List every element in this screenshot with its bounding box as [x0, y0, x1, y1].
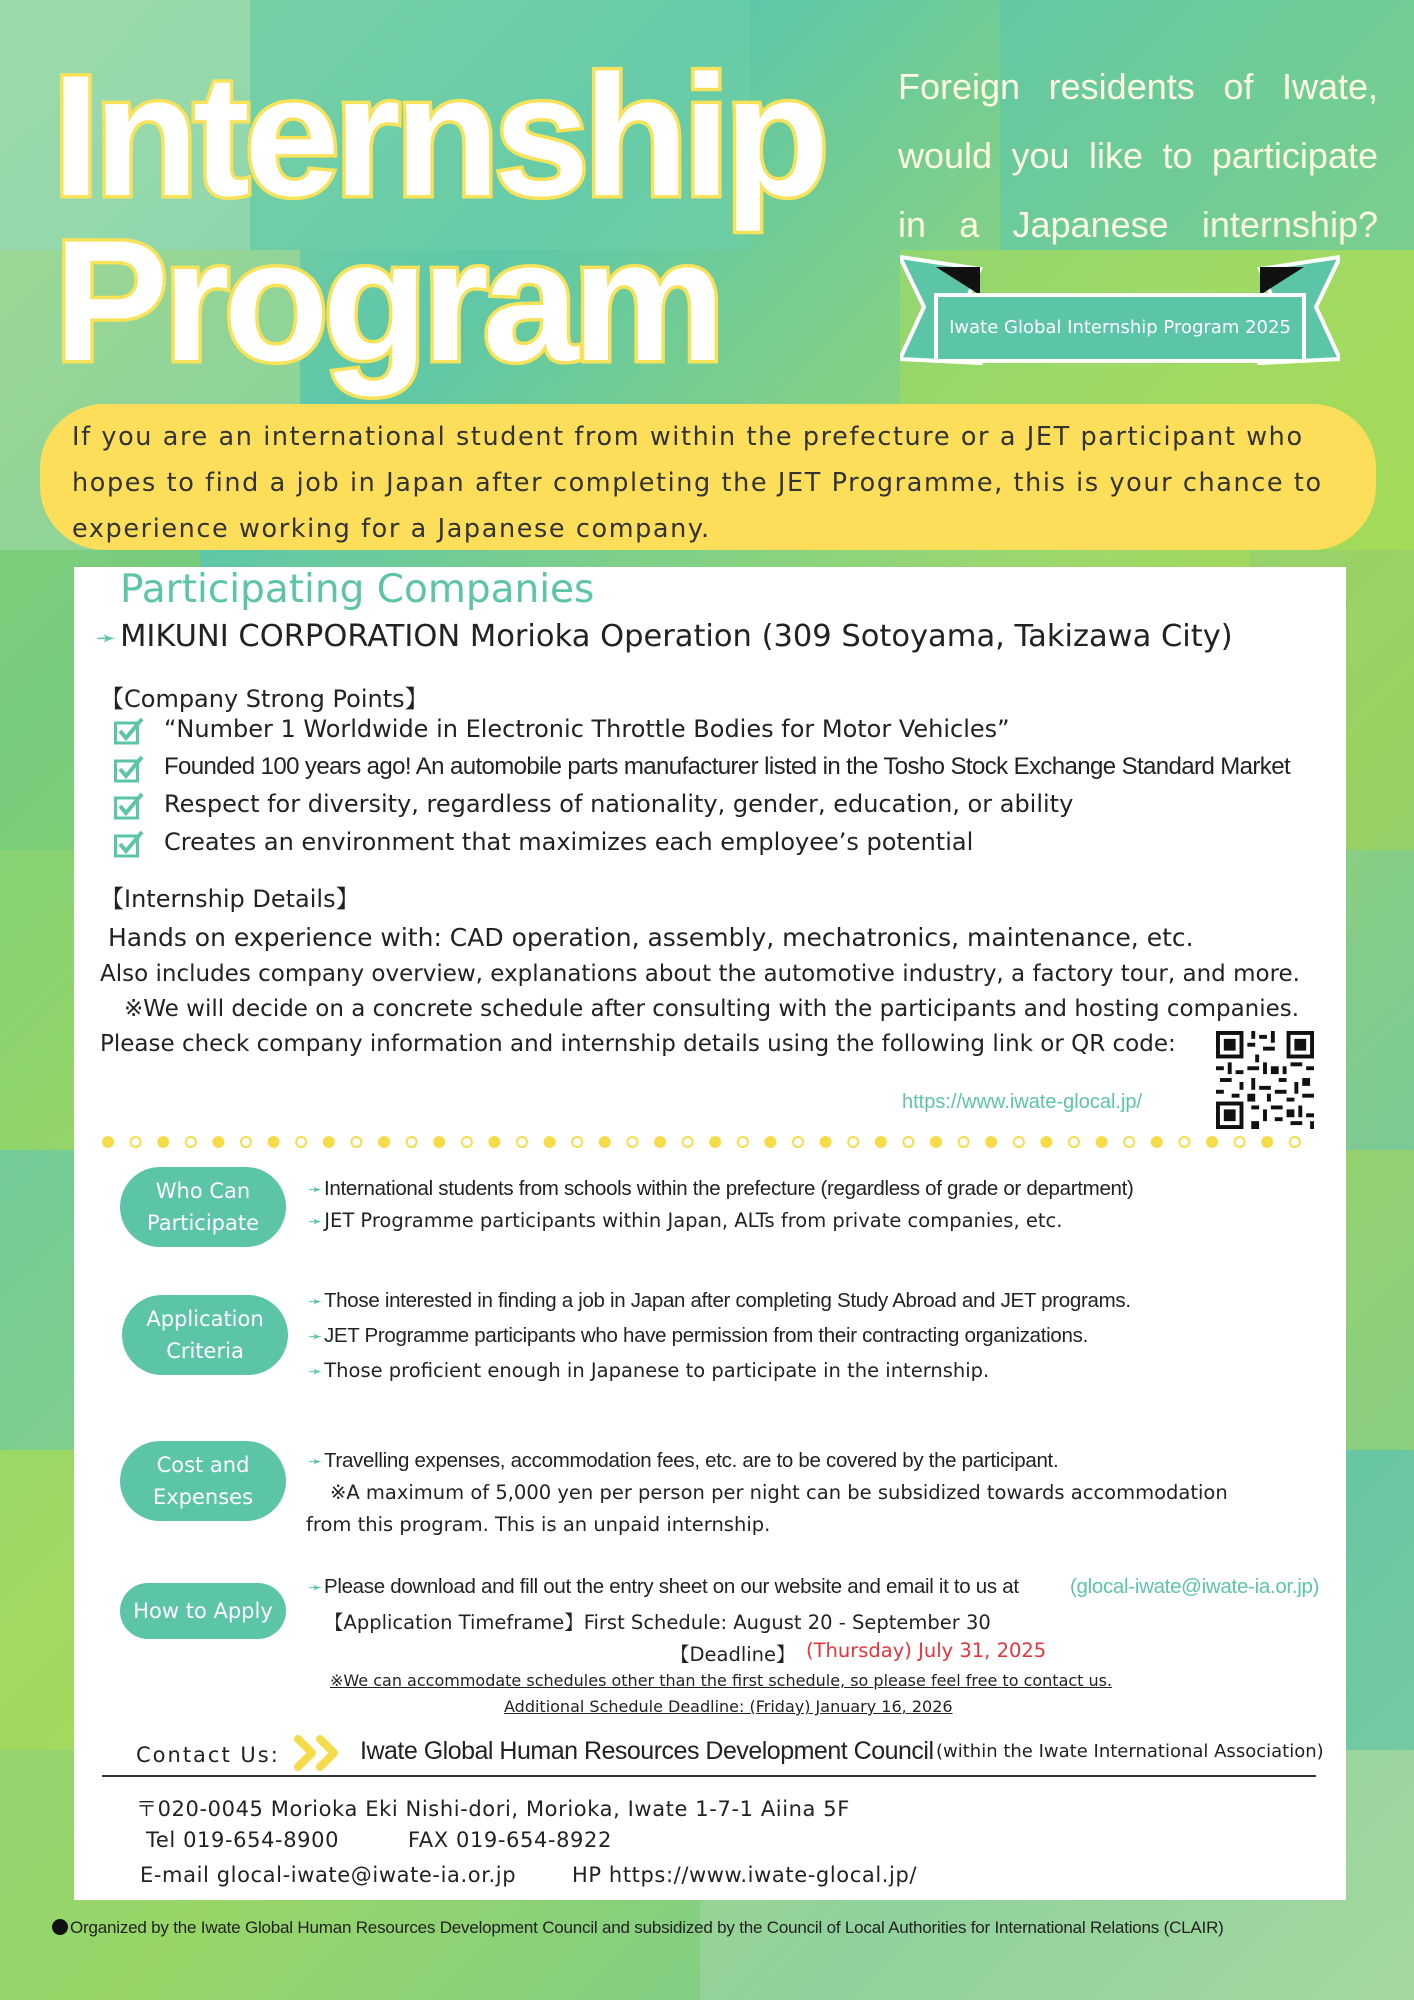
strong-point-text: Respect for diversity, regardless of nationality, gender, education, or ability — [164, 790, 1074, 818]
divider-dot — [186, 1137, 196, 1147]
strong-point-text: “Number 1 Worldwide in Electronic Throttle Bodies for Motor Vehicles” — [164, 715, 1010, 743]
detail-line: ※We will decide on a concrete schedule after consulting with the participants and hosting companies. — [124, 996, 1300, 1022]
check-icon — [114, 755, 144, 783]
divider-dot — [821, 1137, 831, 1147]
list-item: ➛JET Programme participants who have permission from their contracting organizations. — [308, 1324, 1088, 1347]
program-ribbon — [900, 255, 1340, 370]
arrow-icon: ➛ — [308, 1292, 322, 1311]
divider-dot — [931, 1137, 941, 1147]
divider-dot — [131, 1137, 141, 1147]
footer: Organized by the Iwate Global Human Resources Development Council and subsidized by the Council of Local Authorities for International Relations (CLAIR) — [52, 1918, 1224, 1938]
divider-dot — [1179, 1137, 1189, 1147]
strong-point-text: Founded 100 years ago! An automobile parts manufacturer listed in the Tosho Stock Exchange Standard Market — [164, 752, 1291, 780]
cost-note: ※A maximum of 5,000 yen per person per night can be subsidized towards accommodation — [330, 1481, 1228, 1504]
tagline: Foreign residents of Iwate, would you like to participate in a Japanese internship? — [898, 66, 1378, 245]
divider-dot — [241, 1137, 251, 1147]
divider-dot — [1014, 1137, 1024, 1147]
application-timeframe: 【Application Timeframe】First Schedule: August 20 - September 30 — [324, 1611, 991, 1634]
divider-dot — [489, 1137, 499, 1147]
deadline-label: 【Deadline】 — [670, 1643, 796, 1666]
contact-email[interactable]: E-mail glocal-iwate@iwate-ia.or.jp — [140, 1863, 517, 1887]
how-to-apply-pill: How to Apply — [120, 1583, 286, 1639]
title-line-2: Program — [54, 205, 720, 397]
participating-heading: Participating Companies — [120, 567, 595, 612]
list-item: ➛ Those proficient enough in Japanese to participate in the internship. — [308, 1359, 990, 1382]
divider-dot — [324, 1137, 334, 1147]
cost-and-expenses-pill: Cost and Expenses — [120, 1441, 286, 1521]
dotted-divider — [100, 1135, 1320, 1149]
list-item: ➛Travelling expenses, accommodation fees, etc. are to be covered by the participant. — [308, 1449, 1059, 1472]
council-name: Iwate Global Human Resources Development Council — [360, 1737, 934, 1765]
company-info-link[interactable]: https://www.iwate-glocal.jp/ — [902, 1091, 1143, 1113]
divider-dot — [434, 1137, 444, 1147]
list-item — [114, 790, 1344, 828]
ribbon-text: Iwate Global Internship Program 2025 — [949, 317, 1291, 338]
list-item: ➛International students from schools within the prefecture (regardless of grade or department) — [308, 1177, 1134, 1200]
who-can-participate-pill: Who Can Participate — [120, 1167, 286, 1247]
divider-dot — [1124, 1137, 1134, 1147]
additional-deadline: Additional Schedule Deadline: (Friday) January 16, 2026 — [504, 1697, 953, 1716]
detail-line: Also includes company overview, explanations about the automotive industry, a factory tour, and more. — [100, 961, 1300, 987]
divider-dot — [351, 1137, 361, 1147]
council-affiliation: (within the Iwate International Association) — [936, 1741, 1324, 1762]
divider-dot — [103, 1137, 113, 1147]
divider-dot — [1152, 1137, 1162, 1147]
divider-dot — [1235, 1137, 1245, 1147]
divider-dot — [545, 1137, 555, 1147]
divider-dot — [765, 1137, 775, 1147]
contact-hp[interactable]: HP https://www.iwate-glocal.jp/ — [572, 1863, 918, 1887]
arrow-icon: ➛ — [308, 1362, 323, 1382]
divider-dot — [296, 1137, 306, 1147]
cost-note: from this program. This is an unpaid internship. — [306, 1513, 771, 1536]
divider-dot — [903, 1137, 913, 1147]
divider-dot — [1069, 1137, 1079, 1147]
contact-fax: FAX 019-654-8922 — [408, 1828, 612, 1852]
divider-dot — [158, 1137, 168, 1147]
strong-points-heading: 【Company Strong Points】 — [100, 685, 429, 713]
arrow-icon: ➛ — [308, 1212, 323, 1232]
divider-dot — [1041, 1137, 1051, 1147]
divider-dot — [627, 1137, 637, 1147]
list-item: ➛ JET Programme participants within Japan, ALTs from private companies, etc. — [308, 1209, 1063, 1232]
detail-line: Hands on experience with: CAD operation, assembly, mechatronics, maintenance, etc. — [108, 923, 1194, 952]
divider-dot — [213, 1137, 223, 1147]
list-item — [114, 753, 1344, 791]
divider-dot — [600, 1137, 610, 1147]
qr-code-icon[interactable] — [1216, 1031, 1314, 1129]
divider-dot — [517, 1137, 527, 1147]
intro-text: If you are an international student from within the prefecture or a JET participant who hopes to find a job in Japan after completing the JET Programme, this is your chance to experience working for a Japanese company. — [72, 422, 1323, 544]
schedule-note: ※We can accommodate schedules other than the first schedule, so please feel free to contact us. — [330, 1671, 1113, 1690]
deadline-date: (Thursday) July 31, 2025 — [806, 1639, 1047, 1662]
divider-dot — [407, 1137, 417, 1147]
contact-address: 〒020-0045 Morioka Eki Nishi-dori, Morioka, Iwate 1-7-1 Aiina 5F — [136, 1797, 850, 1821]
application-criteria-pill: Application Criteria — [122, 1295, 288, 1375]
detail-line: Please check company information and internship details using the following link or QR code: — [100, 1031, 1176, 1057]
contact-divider — [102, 1775, 1316, 1777]
arrow-icon: ➛ — [308, 1327, 322, 1346]
arrow-icon: ➛ — [308, 1180, 322, 1199]
divider-dot — [1290, 1137, 1300, 1147]
divider-dot — [655, 1137, 665, 1147]
divider-dot — [793, 1137, 803, 1147]
check-icon — [114, 717, 144, 745]
divider-dot — [1097, 1137, 1107, 1147]
divider-dot — [1207, 1137, 1217, 1147]
divider-dot — [959, 1137, 969, 1147]
company-name: ➛ MIKUNI CORPORATION Morioka Operation (309 Sotoyama, Takizawa City) — [96, 619, 1233, 654]
check-icon — [114, 830, 144, 858]
bullet-dot-icon — [52, 1919, 68, 1935]
list-item — [114, 715, 1344, 753]
divider-dot — [986, 1137, 996, 1147]
chevron-icon — [292, 1733, 348, 1773]
intro-bubble — [40, 404, 1376, 550]
divider-dot — [1262, 1137, 1272, 1147]
divider-dot — [379, 1137, 389, 1147]
divider-dot — [876, 1137, 886, 1147]
strong-point-text: Creates an environment that maximizes each employee’s potential — [164, 827, 974, 856]
arrow-icon: ➛ — [308, 1578, 322, 1597]
list-item — [114, 828, 1344, 866]
divider-dot — [738, 1137, 748, 1147]
divider-dot — [683, 1137, 693, 1147]
contact-label: Contact Us: — [136, 1743, 280, 1767]
contact-tel: Tel 019-654-8900 — [146, 1828, 340, 1852]
apply-email-link[interactable]: (glocal-iwate@iwate-ia.or.jp) — [1070, 1575, 1320, 1598]
arrow-icon: ➛ — [308, 1452, 322, 1471]
divider-dot — [572, 1137, 582, 1147]
arrow-icon: ➛ — [96, 624, 117, 652]
title-line-1: Internship — [52, 40, 824, 232]
list-item: ➛Those interested in finding a job in Japan after completing Study Abroad and JET programs. — [308, 1289, 1131, 1312]
divider-dot — [269, 1137, 279, 1147]
list-item: ➛Please download and fill out the entry sheet on our website and email it to us at — [308, 1575, 1019, 1598]
divider-dot — [848, 1137, 858, 1147]
check-icon — [114, 792, 144, 820]
divider-dot — [710, 1137, 720, 1147]
strong-points-list — [114, 715, 1344, 865]
internship-details-heading: 【Internship Details】 — [100, 885, 360, 913]
divider-dot — [462, 1137, 472, 1147]
content-panel — [74, 567, 1346, 1900]
